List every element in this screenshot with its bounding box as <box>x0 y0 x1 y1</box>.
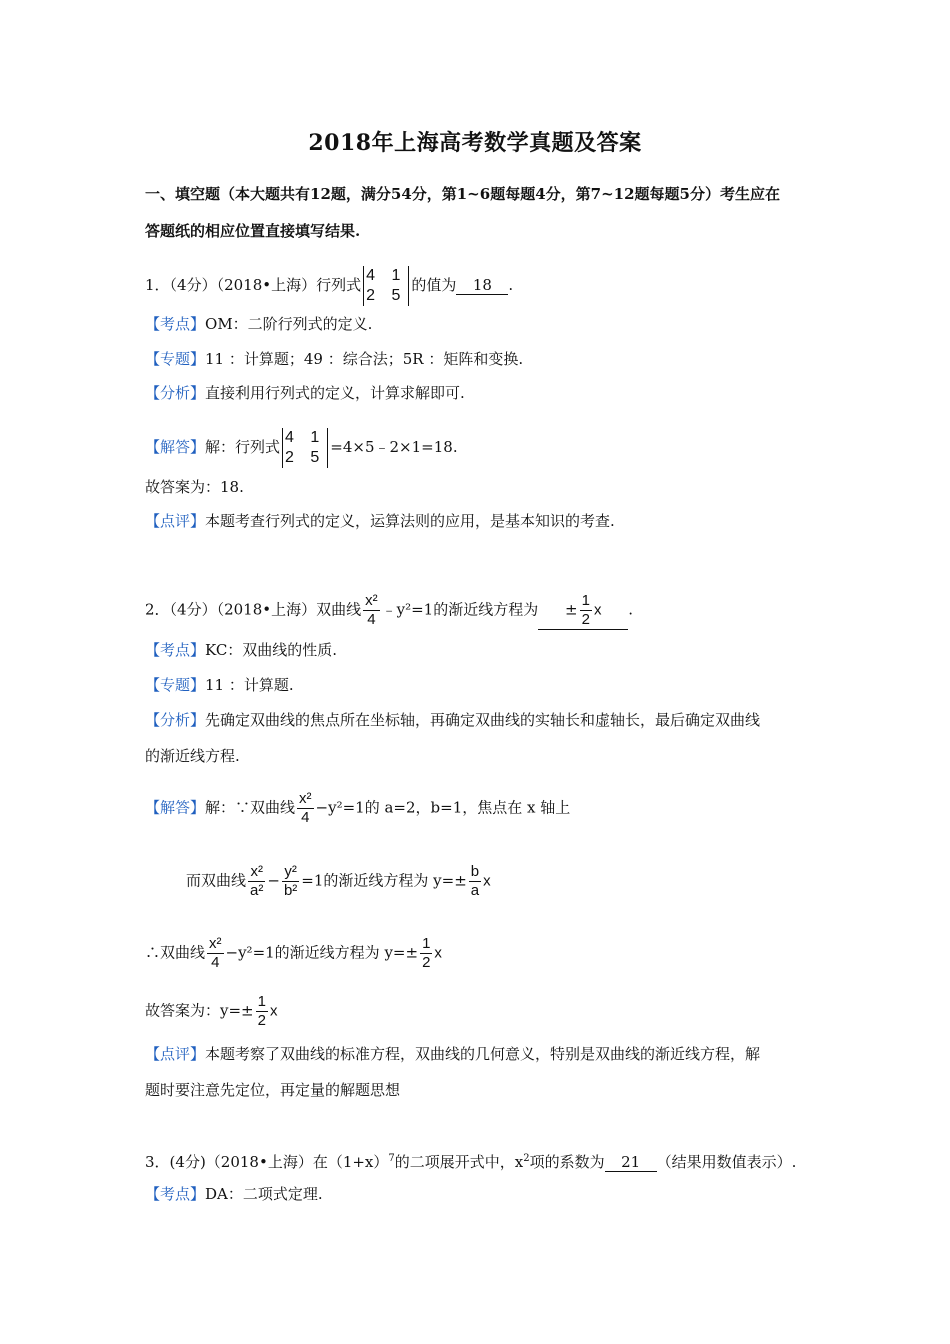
frac-den: a² <box>250 882 264 899</box>
jieda-tag: 【解答】 <box>145 438 206 456</box>
line-b-pre: 而双曲线 <box>186 871 247 890</box>
q2-end: . <box>628 600 634 619</box>
q2-zhuanti <box>145 675 294 695</box>
q3-kaodian <box>145 1184 323 1204</box>
q3-answer: 21 <box>605 1153 657 1172</box>
kaodian-tag: 【考点】 <box>145 315 206 333</box>
frac-b-a <box>469 863 481 900</box>
q2-kaodian <box>145 640 337 660</box>
q2-dianping-line2: 题时要注意先定位，再定量的解题思想 <box>145 1081 401 1099</box>
fenxi-text: 先确定双曲线的焦点所在坐标轴，再确定双曲线的实轴长和虚轴长，最后确定双曲线 <box>205 711 761 729</box>
q2-answer <box>538 592 628 630</box>
q1-end: . <box>508 276 514 294</box>
q2-dianping-line1 <box>145 1044 760 1064</box>
q1-answer: 18 <box>456 276 508 295</box>
frac-num: x² <box>209 935 222 952</box>
q1-guda: 故答案为：18. <box>145 478 244 496</box>
fenxi-text: 直接利用行列式的定义，计算求解即可. <box>205 384 465 402</box>
answer-fraction <box>580 592 592 629</box>
frac-den: b² <box>283 882 298 899</box>
fenxi-tag: 【分析】 <box>145 711 206 729</box>
jieda-mid: −y²=1的 a=2，b=1，焦点在 x 轴上 <box>315 798 571 817</box>
frac-den: 2 <box>257 1012 266 1029</box>
frac-x2-a2 <box>248 863 265 900</box>
dianping-tag: 【点评】 <box>145 1045 206 1063</box>
det-row2: 2 5 <box>366 287 407 304</box>
exponent: 7 <box>388 1153 395 1164</box>
frac-den: 4 <box>301 809 310 826</box>
q1-zhuanti <box>145 349 523 369</box>
q2-mid: ﹣y²=1的渐近线方程为 <box>381 600 539 619</box>
minus-sign: − <box>267 871 280 890</box>
q1-mid: 的值为 <box>411 276 457 294</box>
q2-fenxi-line2: 的渐近线方程. <box>145 747 240 765</box>
frac-num: x² <box>299 790 312 807</box>
line-c-mid: −y²=1的渐近线方程为 y=± <box>225 943 419 962</box>
q2-line-c <box>145 935 442 972</box>
q1-determinant <box>363 266 409 306</box>
var-x: x <box>593 601 602 619</box>
frac-den: 4 <box>211 954 220 971</box>
jieda-tag: 【解答】 <box>145 798 206 817</box>
frac-num: x² <box>365 592 378 609</box>
kaodian-tag: 【考点】 <box>145 641 206 659</box>
frac-num: b <box>470 863 480 880</box>
zhuanti-tag: 【专题】 <box>145 676 206 694</box>
kaodian-text: OM：二阶行列式的定义. <box>205 315 373 333</box>
zhuanti-text: 11 ：计算题. <box>205 676 294 694</box>
q1-prefix: 1．（4分）（2018•上海）行列式 <box>145 276 362 294</box>
q1-jieda-determinant <box>282 428 328 468</box>
exponent: 2 <box>523 1153 530 1164</box>
frac-1-2 <box>256 993 268 1030</box>
section-heading-line1: 一、填空题（本大题共有12题，满分54分，第1~6题每题4分，第7~12题每题5分）考生应在 <box>145 185 780 203</box>
q1-jieda <box>145 428 458 468</box>
pm-sign: ± <box>565 600 578 619</box>
zhuanti-text: 11 ：计算题；49 ：综合法；5R ：矩阵和变换. <box>205 350 524 368</box>
var-x: x <box>483 872 491 890</box>
jieda-post: =4×5﹣2×1=18. <box>330 438 458 456</box>
var-x: x <box>269 1002 278 1020</box>
section-heading-line2: 答题纸的相应位置直接填写结果. <box>145 222 361 240</box>
frac-num: 1 <box>257 993 266 1010</box>
frac-x2-4 <box>207 935 224 972</box>
jieda-fraction <box>297 790 314 827</box>
q3-mid: 的二项展开式中，x <box>394 1153 524 1171</box>
jieda-pre: 解：行列式 <box>205 438 281 456</box>
frac-num: y² <box>282 863 299 882</box>
line-b-mid: =1的渐近线方程为 y=± <box>301 871 467 890</box>
frac-den: 2 <box>581 611 590 628</box>
kaodian-text: DA：二项式定理. <box>205 1185 323 1203</box>
frac-den: a <box>470 882 480 899</box>
q2-fraction <box>363 592 380 629</box>
frac-den: 4 <box>367 611 376 628</box>
det-row1: 4 1 <box>285 429 326 446</box>
frac-y2-b2 <box>282 863 299 900</box>
kaodian-text: KC：双曲线的性质. <box>205 641 338 659</box>
q1-fenxi <box>145 383 465 403</box>
dianping-text: 本题考查行列式的定义，运算法则的应用，是基本知识的考查. <box>205 512 615 530</box>
q3-stem <box>145 1149 796 1172</box>
frac-num: 1 <box>581 592 590 609</box>
q3-prefix: 3．(4分)（2018•上海）在（1+x） <box>145 1153 389 1171</box>
fenxi-tag: 【分析】 <box>145 384 206 402</box>
line-c-pre: ∴双曲线 <box>145 943 206 962</box>
q2-jieda <box>145 790 570 827</box>
frac-num: x² <box>248 863 265 882</box>
q2-stem <box>145 592 633 630</box>
dianping-text: 本题考察了双曲线的标准方程，双曲线的几何意义，特别是双曲线的渐近线方程，解 <box>205 1045 761 1063</box>
q1-kaodian <box>145 314 372 334</box>
q2-prefix: 2．（4分）（2018•上海）双曲线 <box>145 600 362 619</box>
q2-line-b <box>186 863 491 900</box>
zhuanti-tag: 【专题】 <box>145 350 206 368</box>
kaodian-tag: 【考点】 <box>145 1185 206 1203</box>
det-row1: 4 1 <box>366 267 407 284</box>
q1-dianping <box>145 511 615 531</box>
q2-fenxi-line1 <box>145 710 760 730</box>
frac-1-2 <box>420 935 432 972</box>
q3-end: （结果用数值表示）. <box>656 1153 797 1171</box>
det-row2: 2 5 <box>285 449 326 466</box>
q3-mid2: 项的系数为 <box>529 1153 605 1171</box>
frac-den: 2 <box>422 954 431 971</box>
q1-stem <box>145 266 513 306</box>
dianping-tag: 【点评】 <box>145 512 206 530</box>
q2-guda <box>145 993 277 1030</box>
page-title: 2018年上海高考数学真题及答案 <box>308 130 642 156</box>
var-x: x <box>434 944 442 962</box>
frac-num: 1 <box>422 935 431 952</box>
jieda-pre: 解：∵双曲线 <box>205 798 296 817</box>
guda-pre: 故答案为：y=± <box>145 1001 254 1020</box>
